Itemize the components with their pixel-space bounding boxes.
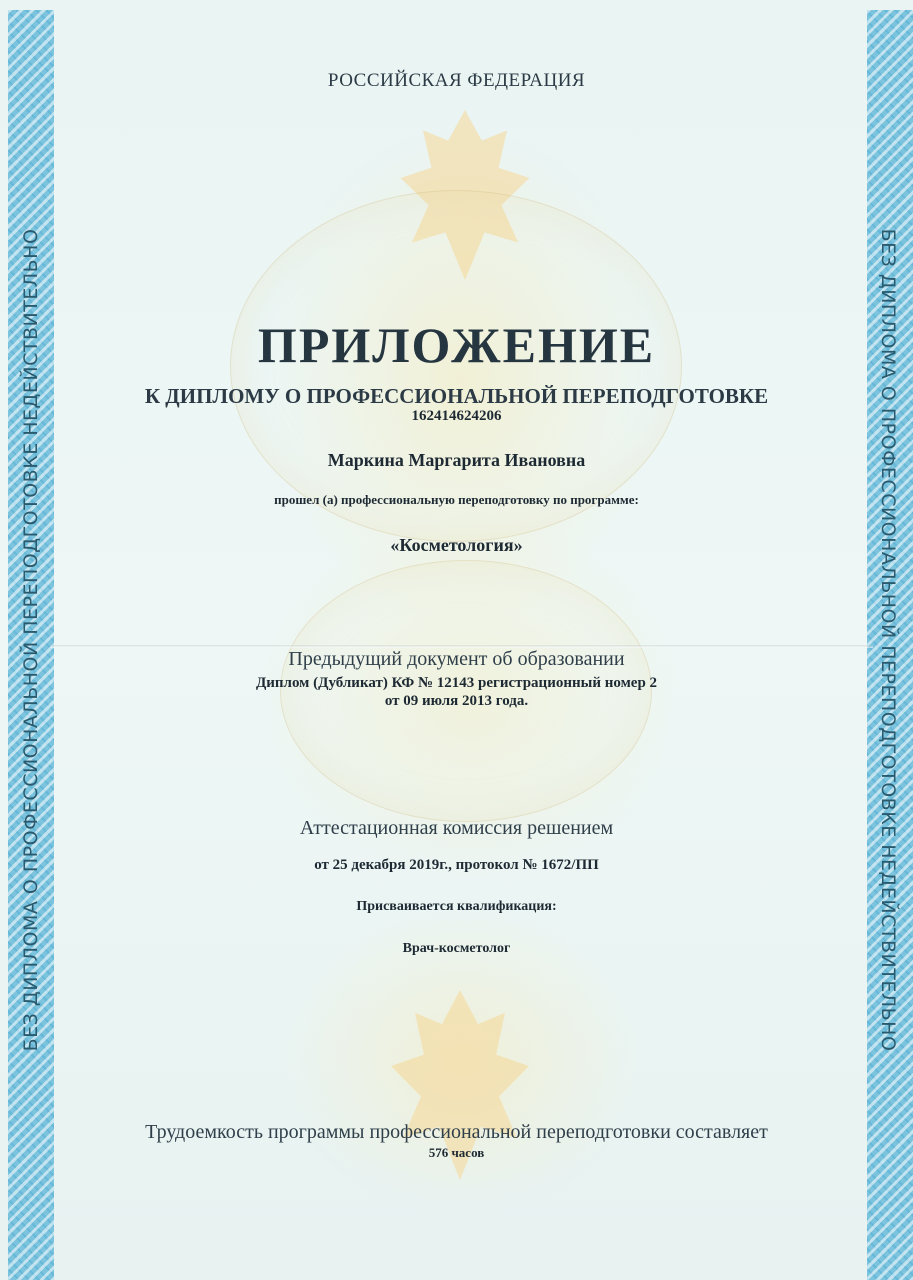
document-subtitle: К ДИПЛОМУ О ПРОФЕССИОНАЛЬНОЙ ПЕРЕПОДГОТОВКЕ — [144, 384, 769, 408]
qualification-value: Врач-косметолог — [402, 941, 511, 956]
document-title: ПРИЛОЖЕНИЕ — [257, 317, 656, 373]
commission-protocol: от 25 декабря 2019г., протокол № 1672/ПП — [314, 857, 599, 873]
program-name: «Косметология» — [390, 535, 523, 555]
previous-document-details: Диплом (Дубликат) КФ № 12143 регистрационный номер 2 — [255, 675, 658, 691]
country-header: РОССИЙСКАЯ ФЕДЕРАЦИЯ — [327, 70, 586, 91]
previous-document-date: от 09 июля 2013 года. — [384, 693, 529, 709]
document-number: 162414624206 — [411, 408, 502, 424]
passed-statement: прошел (а) профессиональную переподготовку по программе: — [274, 492, 639, 507]
right-side-security-text: БЕЗ ДИПЛОМА О ПРОФЕССИОНАЛЬНОЙ ПЕРЕПОДГОТОВКЕ НЕДЕЙСТВИТЕЛЬНО — [877, 228, 899, 1052]
left-side-security-text: БЕЗ ДИПЛОМА О ПРОФЕССИОНАЛЬНОЙ ПЕРЕПОДГОТОВКЕ НЕДЕЙСТВИТЕЛЬНО — [20, 228, 42, 1052]
commission-label: Аттестационная комиссия решением — [299, 817, 614, 839]
labor-hours: 576 часов — [428, 1145, 485, 1160]
previous-document-label: Предыдущий документ об образовании — [288, 648, 625, 670]
holder-name: Маркина Маргарита Ивановна — [327, 450, 586, 470]
labor-intensity-label: Трудоемкость программы профессиональной переподготовки составляет — [145, 1121, 768, 1143]
qualification-label: Присваивается квалификация: — [356, 899, 557, 914]
